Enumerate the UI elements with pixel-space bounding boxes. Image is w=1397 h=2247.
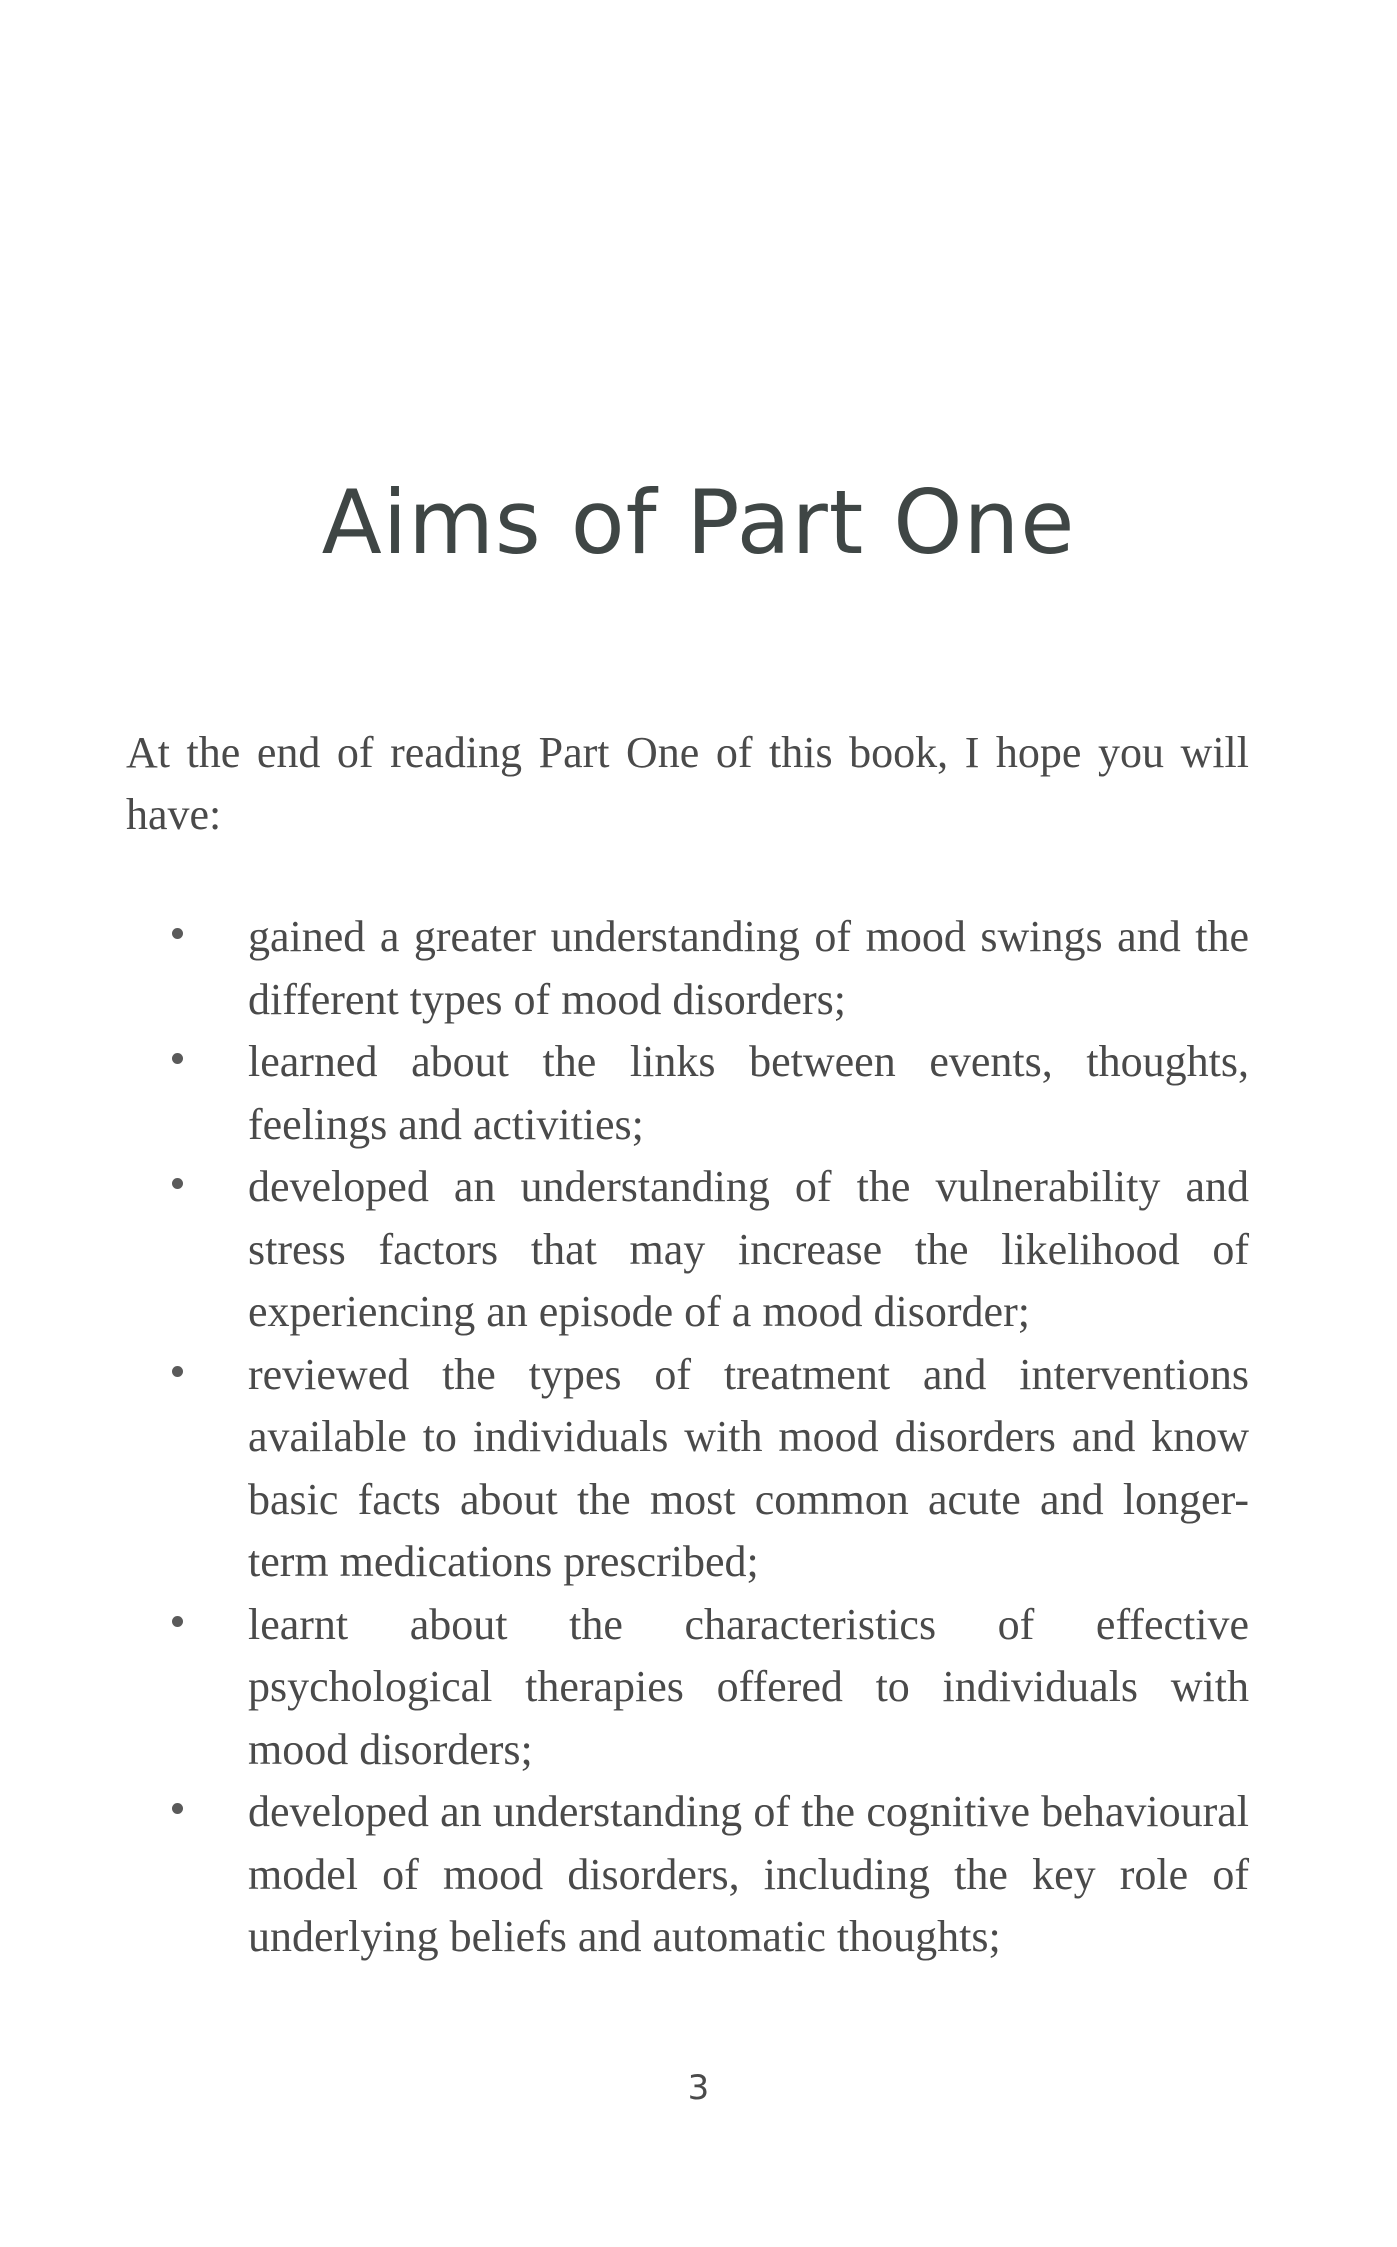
list-item xyxy=(126,1031,1249,1156)
bullet-icon xyxy=(172,1053,183,1064)
bullet-icon xyxy=(172,928,183,939)
bullet-icon xyxy=(172,1616,183,1627)
page-title: Aims of Part One xyxy=(321,471,1076,574)
bullet-icon xyxy=(172,1803,183,1814)
bullet-icon xyxy=(172,1366,183,1377)
list-item xyxy=(126,1594,1249,1782)
intro-paragraph: At the end of reading Part One of this book, I hope you will have: xyxy=(126,728,1249,839)
aims-list xyxy=(126,906,1249,1969)
list-item-text: learnt about the characteristics of effective psychological therapies offered to individuals with mood disorders; xyxy=(248,1599,1249,1774)
list-item-text: developed an understanding of the vulnerability and stress factors that may increase the likelihood of experiencing an episode of a mood disorder; xyxy=(248,1162,1249,1336)
list-item-text: learned about the links between events, thoughts, feelings and activities; xyxy=(248,1037,1249,1149)
list-item-text: developed an understanding of the cognitive behavioural model of mood disorders, including the key role of underlying beliefs and automatic thoughts; xyxy=(248,1787,1249,1961)
list-item xyxy=(126,1781,1249,1969)
list-item xyxy=(126,1156,1249,1344)
bullet-icon xyxy=(172,1178,183,1189)
list-item-text: reviewed the types of treatment and interventions available to individuals with mood disorders and know basic facts about the most common acute and longer-term medications prescribed; xyxy=(248,1349,1249,1586)
list-item-text: gained a greater understanding of mood swings and the different types of mood disorders; xyxy=(248,912,1249,1024)
list-item xyxy=(126,906,1249,1031)
list-item xyxy=(126,1344,1249,1594)
page-number: 3 xyxy=(687,2068,710,2108)
